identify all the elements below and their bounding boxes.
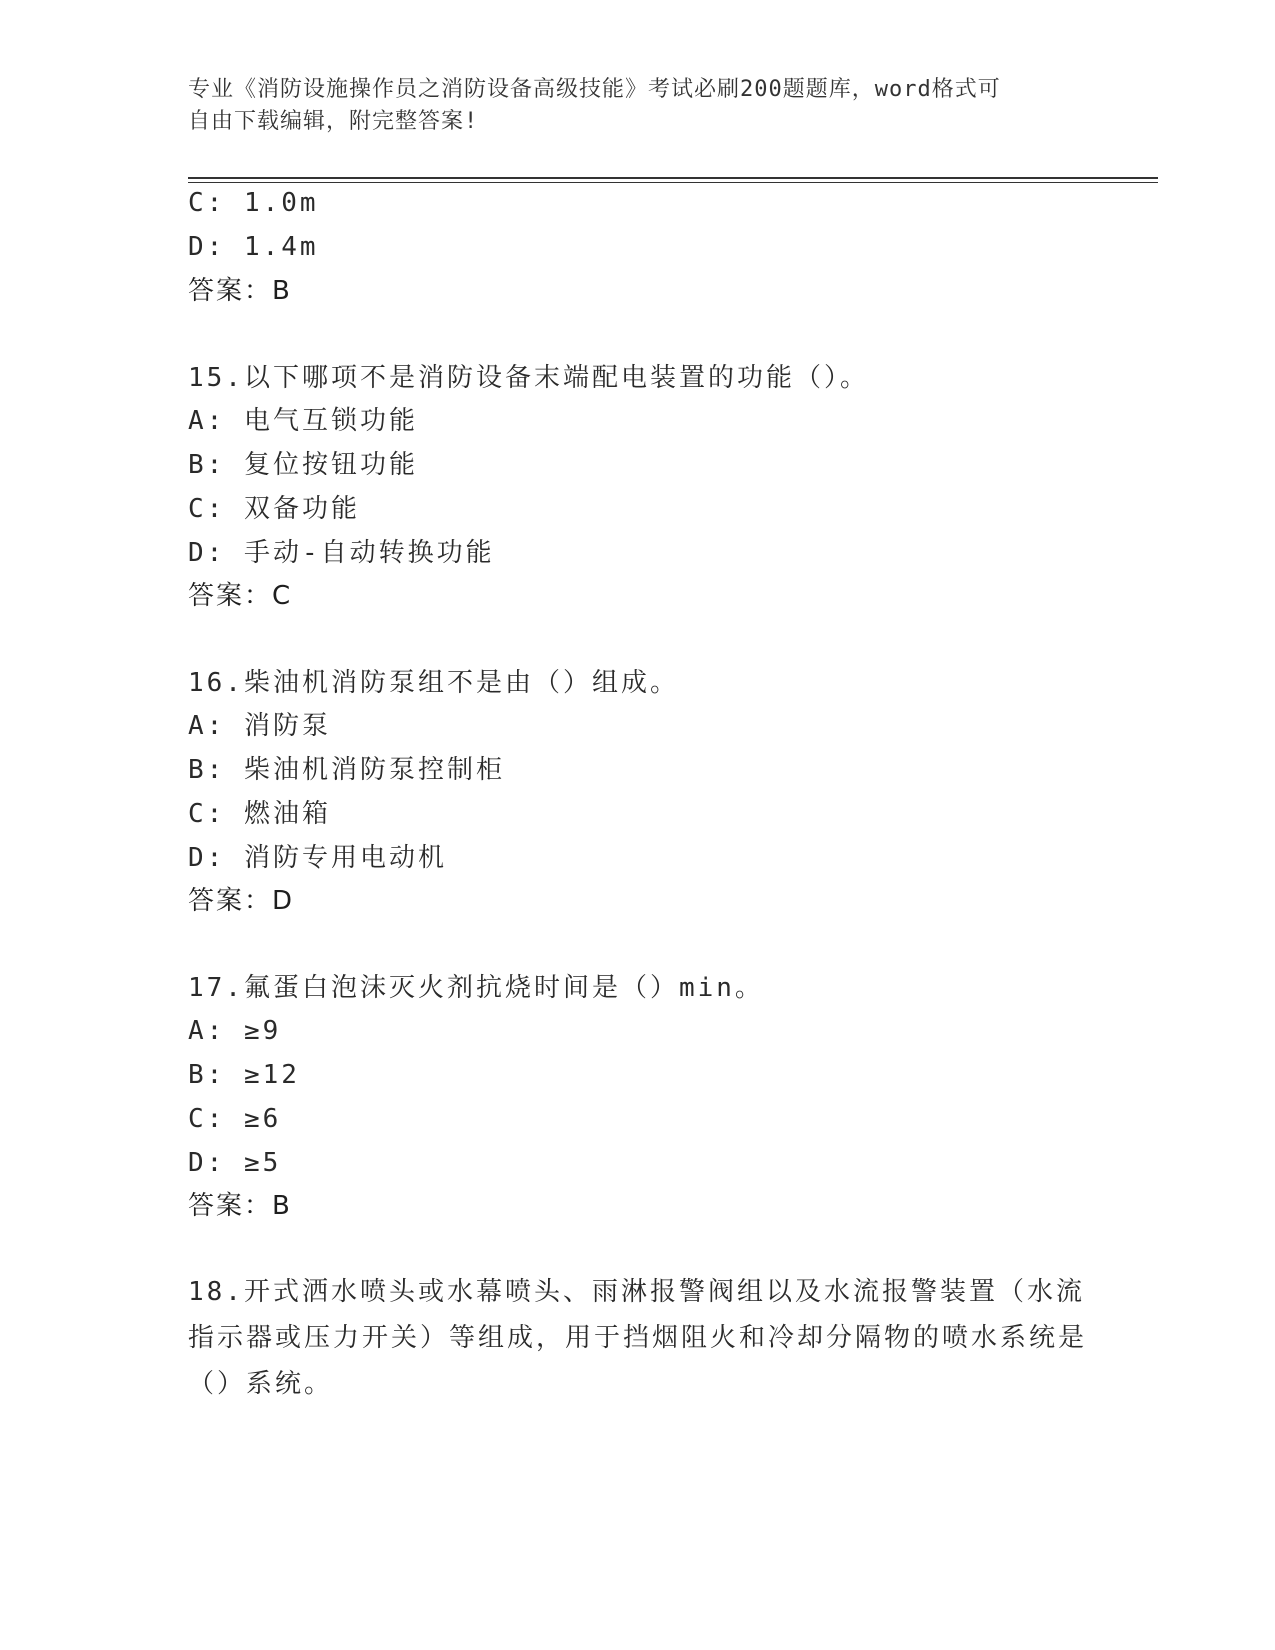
header-title-line-2: 自由下载编辑，附完整答案! bbox=[188, 109, 479, 134]
q14-answer: 答案：B bbox=[188, 276, 292, 306]
q17-option-d: D: ≥5 bbox=[188, 1148, 282, 1178]
q16-question: 16.柴油机消防泵组不是由（）组成。 bbox=[188, 668, 679, 698]
q16-option-a: A: 消防泵 bbox=[188, 711, 331, 741]
q14-option-c: C: 1.0m bbox=[188, 188, 319, 218]
q16-answer: 答案：D bbox=[188, 886, 295, 916]
q16-option-c: C: 燃油箱 bbox=[188, 799, 331, 829]
q15-option-b: B: 复位按钮功能 bbox=[188, 450, 418, 480]
q15-answer: 答案：C bbox=[188, 581, 293, 611]
header-divider-thin bbox=[188, 182, 1158, 183]
q17-answer: 答案：B bbox=[188, 1191, 292, 1221]
q15-question: 15.以下哪项不是消防设备末端配电装置的功能（）。 bbox=[188, 363, 869, 393]
header-divider-thick bbox=[188, 177, 1158, 179]
header-title-line-1: 专业《消防设施操作员之消防设备高级技能》考试必刷200题题库，word格式可 bbox=[188, 77, 1001, 102]
q15-option-a: A: 电气互锁功能 bbox=[188, 406, 418, 436]
q18-question: 18.开式洒水喷头或水幕喷头、雨淋报警阀组以及水流报警装置（水流指示器或压力开关）等组成，用于挡烟阻火和冷却分隔物的喷水系统是（）系统。 bbox=[188, 1277, 1088, 1399]
q15-option-d: D: 手动-自动转换功能 bbox=[188, 538, 495, 568]
q17-option-b: B: ≥12 bbox=[188, 1060, 300, 1090]
q16-option-b: B: 柴油机消防泵控制柜 bbox=[188, 755, 505, 785]
q16-option-d: D: 消防专用电动机 bbox=[188, 843, 447, 873]
q17-option-c: C: ≥6 bbox=[188, 1104, 282, 1134]
q14-option-d: D: 1.4m bbox=[188, 232, 319, 262]
q15-option-c: C: 双备功能 bbox=[188, 494, 360, 524]
q17-question: 17.氟蛋白泡沫灭火剂抗烧时间是（）min。 bbox=[188, 973, 764, 1003]
q17-option-a: A: ≥9 bbox=[188, 1016, 282, 1046]
document-header bbox=[188, 74, 1068, 138]
